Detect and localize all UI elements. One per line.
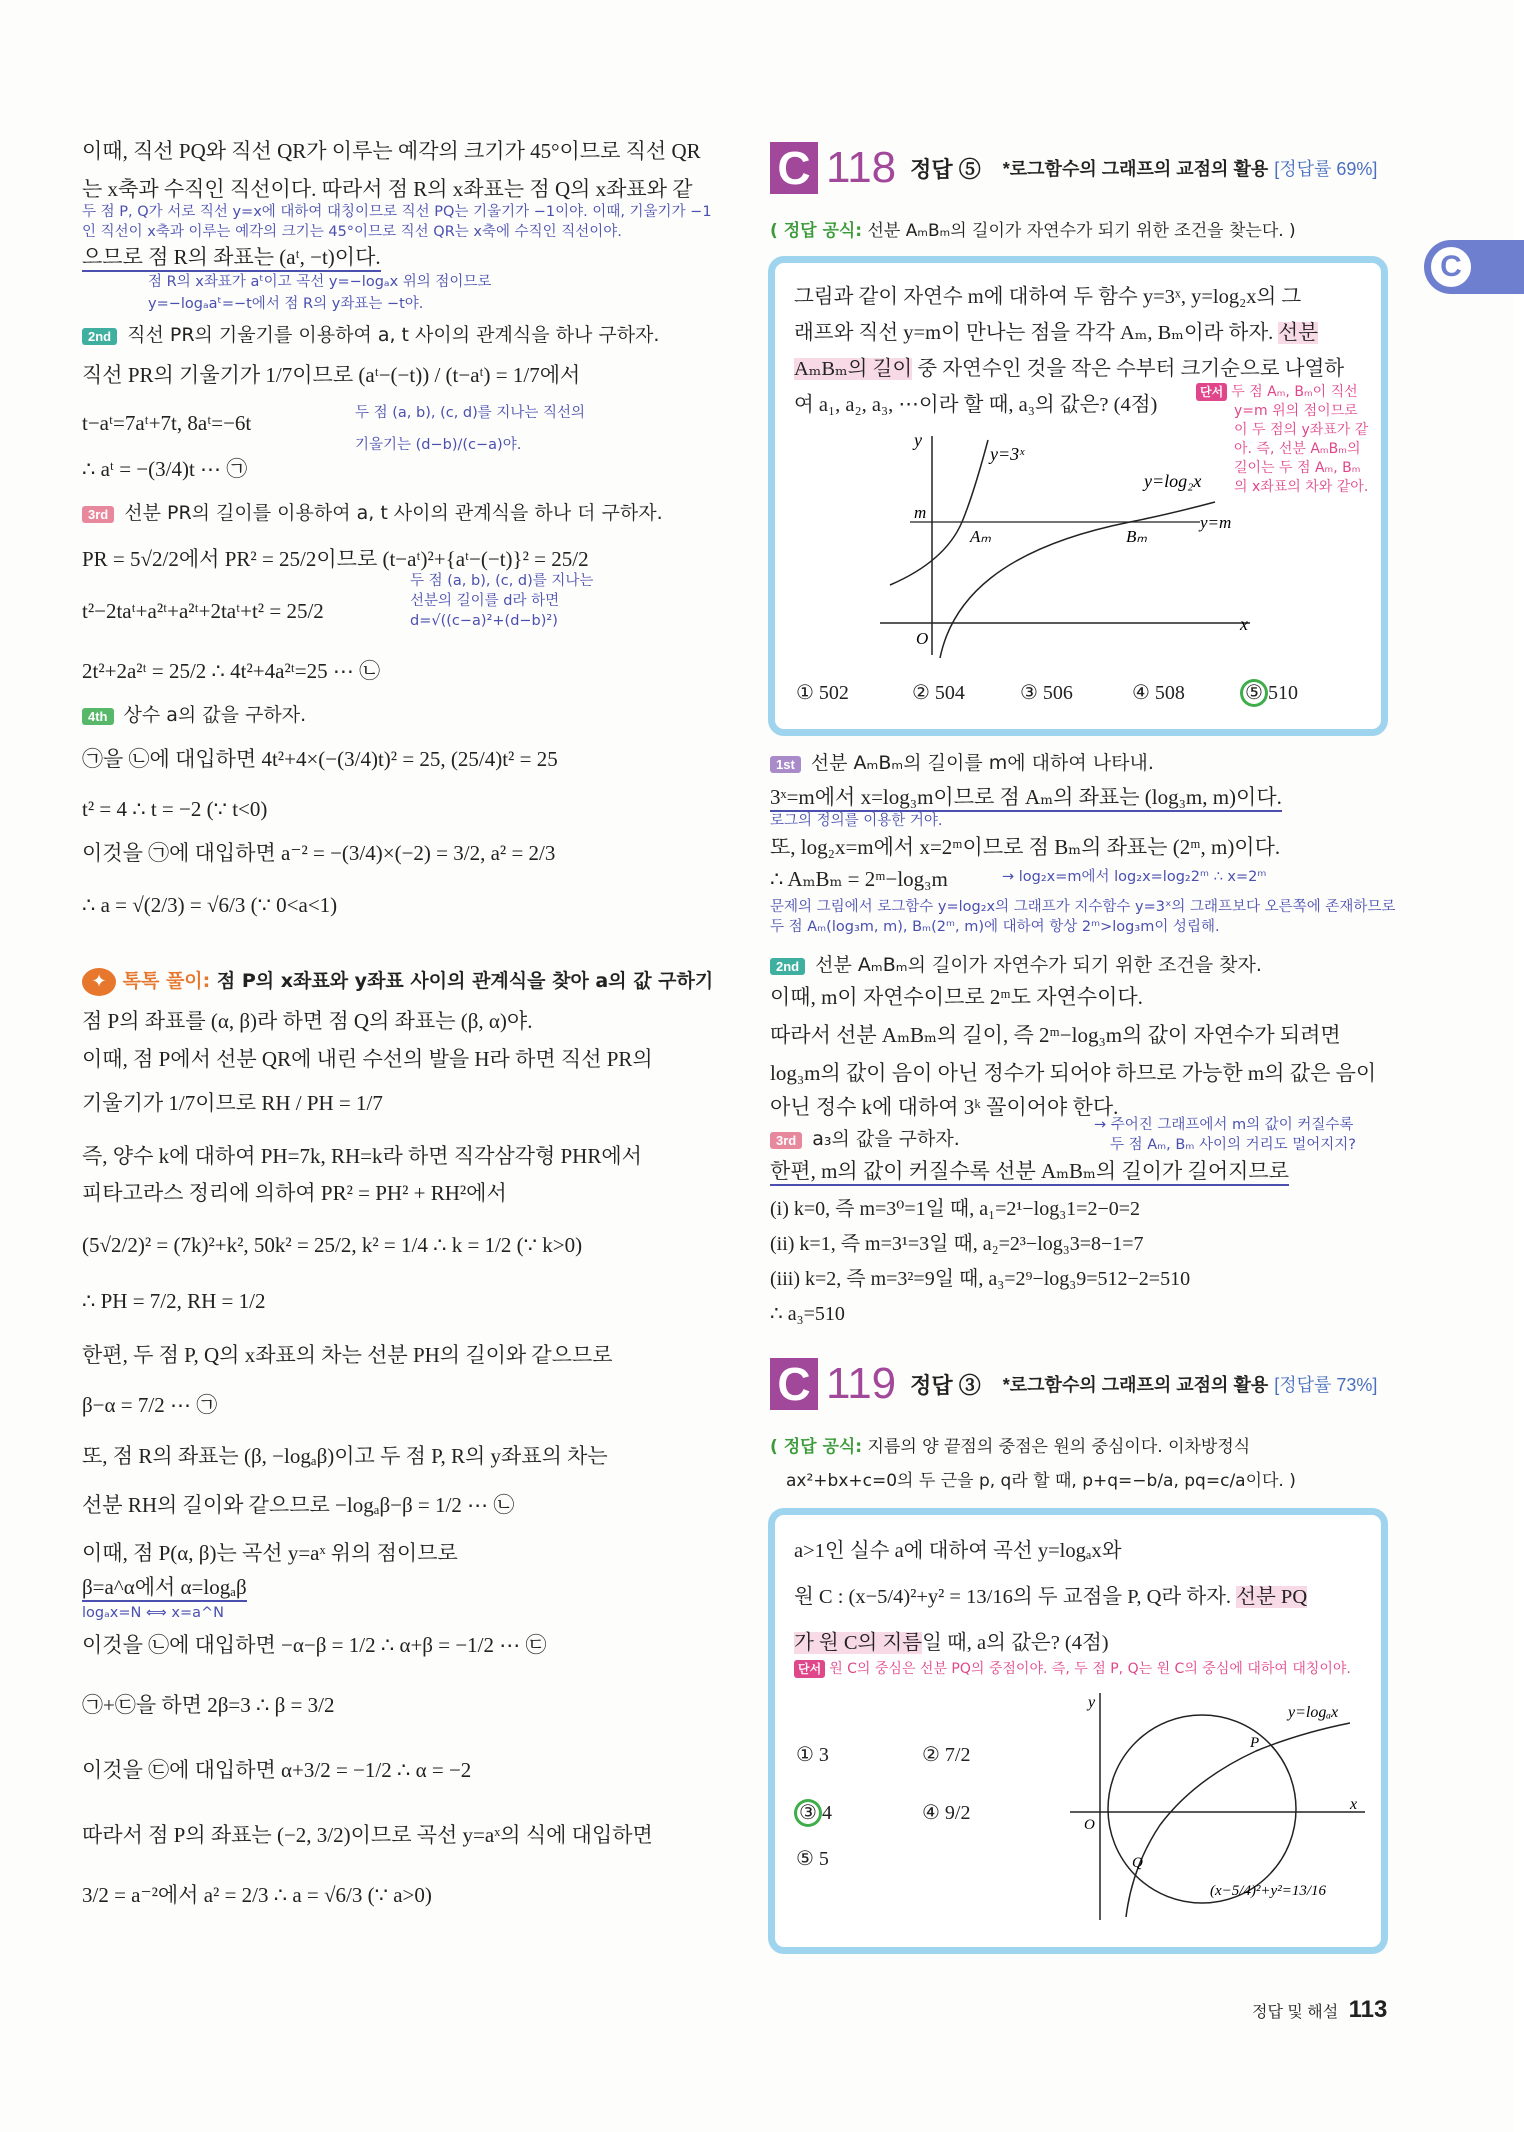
lightning-icon: ✦ [82,968,116,996]
annotation: 로그의 정의를 이용한 거야. [770,813,943,829]
text-line: 2t²+2a²ᵗ = 25/2 ∴ 4t²+4a²ᵗ=25 ⋯ ㉡ [82,659,381,683]
line-label: y=m [1200,513,1232,532]
choice-4[interactable]: ④ 9/2 [922,1802,971,1824]
answer-formula: ax²+bx+c=0의 두 근을 p, q라 할 때, p+q=−b/a, pq=c/a이다. ) [786,1471,1296,1491]
hint: y=m 위의 점이므로 [1234,403,1358,419]
text-line: 으므로 점 R의 좌표는 (aᵗ, −t)이다. [82,244,381,272]
step-4th: 4th 상수 a의 값을 구하자. [82,700,306,727]
y-axis-label: y [914,430,922,450]
section-badge: C [770,142,818,194]
correct-rate: [정답률 69%] [1274,159,1378,179]
text-line: log₃m의 값이 음이 아닌 정수가 되어야 하므로 가능한 m의 값은 음이 [770,1061,1377,1085]
question-number: 119 [826,1359,897,1408]
choice-2[interactable]: ② 7/2 [922,1744,971,1766]
graph-119 [1060,1685,1370,1925]
answer-formula: ( 정답 공식: 선분 AₘBₘ의 길이가 자연수가 되기 위한 조건을 찾는다. ) [770,221,1296,241]
answer: 정답 ⑤ [910,156,981,182]
text-line: PR = 5√2/2에서 PR² = 25/2이므로 (t−aᵗ)²+{aᵗ−(−t)}² = 25/2 [82,547,589,571]
question-119-header [770,1358,1377,1410]
page-footer [1252,1996,1387,2024]
annotation: 문제의 그림에서 로그함수 y=log₂x의 그래프가 지수함수 y=3ˣ의 그래프보다 오른쪽에 존재하므로 [770,899,1396,915]
exp-label: y=3ˣ [990,444,1025,464]
annotation: → 주어진 그래프에서 m의 값이 커질수록 [1094,1117,1354,1133]
text-line: 이것을 ㉠에 대입하면 a⁻² = −(3/4)×(−2) = 3/2, a² = 2/3 [82,841,556,865]
circle-label: (x−5/4)²+y²=13/16 [1210,1883,1327,1899]
annotation: 두 점 Aₘ(log₃m, m), Bₘ(2ᵐ, m)에 대하여 항상 2ᵐ>log₃m이 성립해. [770,919,1220,935]
text-line: 직선 PR의 기울기가 1/7이므로 (aᵗ−(−t)) / (t−aᵗ) = 1/7에서 [82,363,581,387]
annotation: d=√((c−a)²+(d−b)²) [410,613,558,629]
y-axis-label: y [1088,1694,1096,1711]
step-1st: 1st 선분 AₘBₘ의 길이를 m에 대하여 나타내. [770,748,1154,775]
text-line: 또, log₂x=m에서 x=2ᵐ이므로 점 Bₘ의 좌표는 (2ᵐ, m)이다. [770,835,1281,859]
log-label: y=log₂x [1144,471,1202,491]
log-label: y=logₐx [1288,1704,1339,1721]
annotation: 점 R의 x좌표가 aᵗ이고 곡선 y=−logₐx 위의 점이므로 [148,274,492,290]
text-line: 점 P의 좌표를 (α, β)라 하면 점 Q의 좌표는 (β, α)야. [82,1009,533,1033]
step-2nd: 2nd 직선 PR의 기울기를 이용하여 a, t 사이의 관계식을 하나 구하자. [82,320,659,347]
chapter-side-tab[interactable] [1424,240,1524,294]
x-axis-label: x [1350,1796,1358,1813]
text-line: t² = 4 ∴ t = −2 (∵ t<0) [82,797,268,821]
annotation: → log₂x=m에서 log₂x=log₂2ᵐ ∴ x=2ᵐ [1002,869,1267,885]
annotation: y=−logₐaᵗ=−t에서 점 R의 y좌표는 −t야. [148,296,424,312]
graph-118 [880,430,1248,660]
point-a-label: Aₘ [970,527,991,546]
problem-text: AₘBₘ의 길이 중 자연수인 것을 작은 수부터 크기순으로 나열하 [794,358,1345,380]
text-line: 3/2 = a⁻²에서 a² = 2/3 ∴ a = √6/3 (∵ a>0) [82,1883,432,1907]
choice-4[interactable]: ④ 508 [1132,682,1185,704]
quick-solution-heading: ✦ 톡톡 풀이: 점 P의 x좌표와 y좌표 사이의 관계식을 찾아 a의 값 구하기 [82,966,713,996]
problem-text: 가 원 C의 지름일 때, a의 값은? (4점) [794,1632,1109,1654]
text-line: β=a^α에서 α=logₐβ [82,1574,247,1602]
text-line: ∴ a₃=510 [770,1303,845,1325]
choice-1[interactable]: ① 3 [796,1744,829,1766]
text-line: 3ˣ=m에서 x=log₃m이므로 점 Aₘ의 좌표는 (log₃m, m)이다. [770,784,1282,812]
hint: 의 x좌표의 차와 같아. [1234,479,1369,495]
text-line: 아닌 정수 k에 대하여 3ᵏ 꼴이어야 한다. [770,1095,1119,1119]
text-line: 는 x축과 수직인 직선이다. 따라서 점 R의 x좌표는 점 Q의 x좌표와 같 [82,177,693,201]
choice-2[interactable]: ② 504 [912,682,965,704]
text-line: (i) k=0, 즉 m=3⁰=1일 때, a₁=2¹−log₃1=2−0=2 [770,1198,1141,1220]
hint: 아. 즉, 선분 AₘBₘ의 [1234,441,1361,457]
chapter-letter: C [1428,244,1474,290]
text-line: t−aᵗ=7aᵗ+7t, 8aᵗ=−6t [82,411,252,435]
text-line: ∴ aᵗ = −(3/4)t ⋯ ㉠ [82,457,248,481]
text-line: β−α = 7/2 ⋯ ㉠ [82,1393,218,1417]
hint: 단서 두 점 Aₘ, Bₘ이 직선 [1196,383,1358,401]
question-118-header [770,142,1377,194]
annotation: 두 점 (a, b), (c, d)를 지나는 직선의 [355,405,586,421]
text-line: 이때, 점 P(α, β)는 곡선 y=aˣ 위의 점이므로 [82,1541,458,1565]
text-line: 이때, 점 P에서 선분 QR에 내린 수선의 발을 H라 하면 직선 PR의 [82,1047,653,1071]
choice-5-correct[interactable]: ⑤ 510 [1240,680,1298,705]
text-line: ∴ AₘBₘ = 2ᵐ−log₃m [770,867,948,891]
origin-label: O [916,629,929,648]
text-line: ∴ a = √(2/3) = √6/3 (∵ 0<a<1) [82,893,338,917]
text-line: 또, 점 R의 좌표는 (β, −logₐβ)이고 두 점 P, R의 y좌표의 차는 [82,1444,608,1468]
choice-3-correct[interactable]: ③ 4 [794,1800,832,1825]
text-line: 이때, m이 자연수이므로 2ᵐ도 자연수이다. [770,985,1143,1009]
text-line: 기울기가 1/7이므로 RH / PH = 1/7 [82,1091,383,1115]
answer-formula: ( 정답 공식: 지름의 양 끝점의 중점은 원의 중심이다. 이차방정식 [770,1437,1251,1457]
m-label: m [914,503,927,522]
point-p-label: P [1250,1735,1260,1751]
hint: 단서 원 C의 중심은 선분 PQ의 중점이야. 즉, 두 점 P, Q는 원 C의 중심에 대하여 대칭이야. [794,1660,1351,1678]
choice-3[interactable]: ③ 506 [1020,682,1073,704]
text-line: 따라서 선분 AₘBₘ의 길이, 즉 2ᵐ−log₃m의 값이 자연수가 되려면 [770,1023,1341,1047]
annotation: 두 점 (a, b), (c, d)를 지나는 [410,573,594,589]
step-3rd: 3rd 선분 PR의 길이를 이용하여 a, t 사이의 관계식을 하나 더 구하자. [82,498,663,525]
problem-text: 래프와 직선 y=m이 만나는 점을 각각 Aₘ, Bₘ이라 하자. 선분 [794,322,1319,344]
text-line: 즉, 양수 k에 대하여 PH=7k, RH=k라 하면 직각삼각형 PHR에서 [82,1144,642,1168]
origin-label: O [1084,1817,1095,1833]
annotation: 두 점 P, Q가 서로 직선 y=x에 대하여 대칭이므로 직선 PQ는 기울기가 −1이야. 이때, 기울기가 −1 [82,204,712,220]
step-2nd: 2nd 선분 AₘBₘ의 길이가 자연수가 되기 위한 조건을 찾자. [770,950,1262,977]
topic: *로그함수의 그래프의 교점의 활용 [1002,159,1269,179]
step-3rd: 3rd a₃의 값을 구하자. [770,1124,960,1151]
annotation: logₐx=N ⟺ x=a^N [82,1605,224,1621]
text-line: 이것을 ㉢에 대입하면 α+3/2 = −1/2 ∴ α = −2 [82,1758,472,1782]
annotation: 인 직선이 x축과 이루는 예각의 크기는 45°이므로 직선 QR는 x축에 수직인 직선이야. [82,224,622,240]
choice-5[interactable]: ⑤ 5 [796,1848,829,1870]
point-q-label: Q [1132,1855,1143,1871]
problem-text: 여 a₁, a₂, a₃, ⋯이라 할 때, a₃의 값은? (4점) [794,394,1158,416]
text-line: 한편, 두 점 P, Q의 x좌표의 차는 선분 PH의 길이와 같으므로 [82,1343,613,1367]
text-line: 따라서 점 P의 좌표는 (−2, 3/2)이므로 곡선 y=aˣ의 식에 대입하면 [82,1823,653,1847]
text-line: ㉠을 ㉡에 대입하면 4t²+4×(−(3/4)t)² = 25, (25/4)t² = 25 [82,747,558,771]
text-line: 이때, 직선 PQ와 직선 QR가 이루는 예각의 크기가 45°이므로 직선 QR [82,139,701,163]
text-line: (ii) k=1, 즉 m=3¹=3일 때, a₂=2³−log₃3=8−1=7 [770,1233,1144,1255]
text-line: ∴ PH = 7/2, RH = 1/2 [82,1289,266,1313]
curve-log [940,502,1215,658]
footer-label: 정답 및 해설 [1252,2004,1339,2021]
problem-text: 원 C : (x−5/4)²+y² = 13/16의 두 교점을 P, Q라 하자. 선분 PQ [794,1586,1308,1608]
text-line: ㉠+㉢을 하면 2β=3 ∴ β = 3/2 [82,1693,335,1717]
curve-exp [890,440,988,585]
text-line: 이것을 ㉡에 대입하면 −α−β = 1/2 ∴ α+β = −1/2 ⋯ ㉢ [82,1633,547,1657]
text-line: 선분 RH의 길이와 같으므로 −logₐβ−β = 1/2 ⋯ ㉡ [82,1493,515,1517]
page-number: 113 [1348,1996,1388,2023]
text-line: (iii) k=2, 즉 m=3²=9일 때, a₃=2⁹−log₃9=512−2=510 [770,1268,1191,1290]
hint: 길이는 두 점 Aₘ, Bₘ [1234,460,1361,476]
annotation: 기울기는 (d−b)/(c−a)야. [355,437,522,453]
text-line: 한편, m의 값이 커질수록 선분 AₘBₘ의 길이가 길어지므로 [770,1158,1289,1186]
text-line: t²−2taᵗ+a²ᵗ+a²ᵗ+2taᵗ+t² = 25/2 [82,599,324,623]
answer: 정답 ③ [910,1372,981,1398]
choice-1[interactable]: ① 502 [796,682,849,704]
annotation: 선분의 길이를 d라 하면 [410,593,560,609]
text-line: 피타고라스 정리에 의하여 PR² = PH² + RH²에서 [82,1181,507,1205]
problem-text: 그림과 같이 자연수 m에 대하여 두 함수 y=3ˣ, y=log₂x의 그 [794,286,1302,308]
x-axis-label: x [1240,614,1248,634]
text-line: (5√2/2)² = (7k)²+k², 50k² = 25/2, k² = 1/4 ∴ k = 1/2 (∵ k>0) [82,1233,583,1257]
topic: *로그함수의 그래프의 교점의 활용 [1002,1375,1269,1395]
correct-rate: [정답률 73%] [1274,1375,1378,1395]
annotation: 두 점 Aₘ, Bₘ 사이의 거리도 멀어지지? [1110,1137,1356,1153]
hint: 이 두 점의 y좌표가 같 [1234,422,1369,438]
question-number: 118 [826,143,897,192]
point-b-label: Bₘ [1126,527,1147,546]
problem-text: a>1인 실수 a에 대하여 곡선 y=logₐx와 [794,1540,1122,1562]
section-badge: C [770,1358,818,1410]
